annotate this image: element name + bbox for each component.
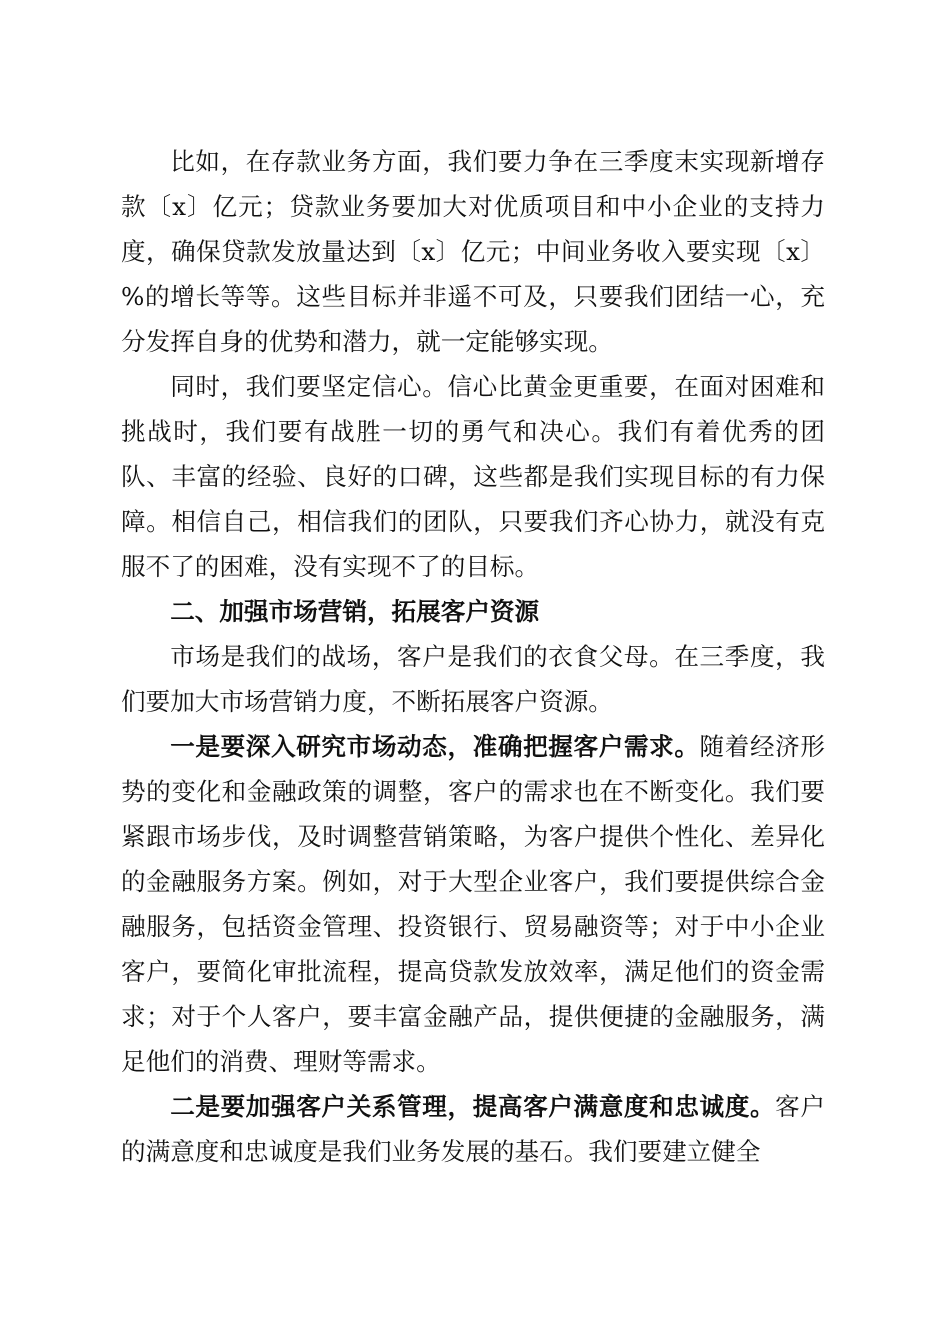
document-body (121, 139, 825, 1174)
paragraph-confidence: 同时，我们要坚定信心。信心比黄金更重要，在面对困难和挑战时，我们要有战胜一切的勇气和决心。我们有着优秀的团队、丰富的经验、良好的口碑，这些都是我们实现目标的有力保障。相信自己，相信我们的团队，只要我们齐心协力，就没有克服不了的困难，没有实现不了的目标。 (121, 372, 825, 581)
point-two-lead: 二是要加强客户关系管理，提高客户满意度和忠诚度。 (170, 1092, 776, 1121)
point-one (121, 724, 825, 1084)
section-heading: 二、加强市场营销，拓展客户资源 (170, 597, 540, 626)
point-two-body: 客户的满意度和忠诚度是我们业务发展的基石。我们要建立健全 (121, 1092, 825, 1166)
point-one-lead: 一是要深入研究市场动态，准确把握客户需求。 (170, 732, 700, 761)
point-one-body: 随着经济形势的变化和金融政策的调整，客户的需求也在不断变化。我们要紧跟市场步伐，及时调整营销策略，为客户提供个性化、差异化的金融服务方案。例如，对于大型企业客户，我们要提供综合金融服务，包括资金管理、投资银行、贸易融资等；对于中小企业客户，要简化审批流程，提高贷款发放效率，满足他们的资金需求；对于个人客户，要丰富金融产品，提供便捷的金融服务，满足他们的消费、理财等需求。 (121, 732, 825, 1076)
paragraph-deposit-targets: 比如，在存款业务方面，我们要力争在三季度末实现新增存款〔x〕亿元；贷款业务要加大对优质项目和中小企业的支持力度，确保贷款发放量达到〔x〕亿元；中间业务收入要实现〔x〕%的增长等等。这些目标并非遥不可及，只要我们团结一心，充分发挥自身的优势和潜力，就一定能够实现。 (121, 147, 825, 356)
section-intro: 市场是我们的战场，客户是我们的衣食父母。在三季度，我们要加大市场营销力度，不断拓展客户资源。 (121, 642, 825, 716)
point-two (121, 1084, 825, 1174)
